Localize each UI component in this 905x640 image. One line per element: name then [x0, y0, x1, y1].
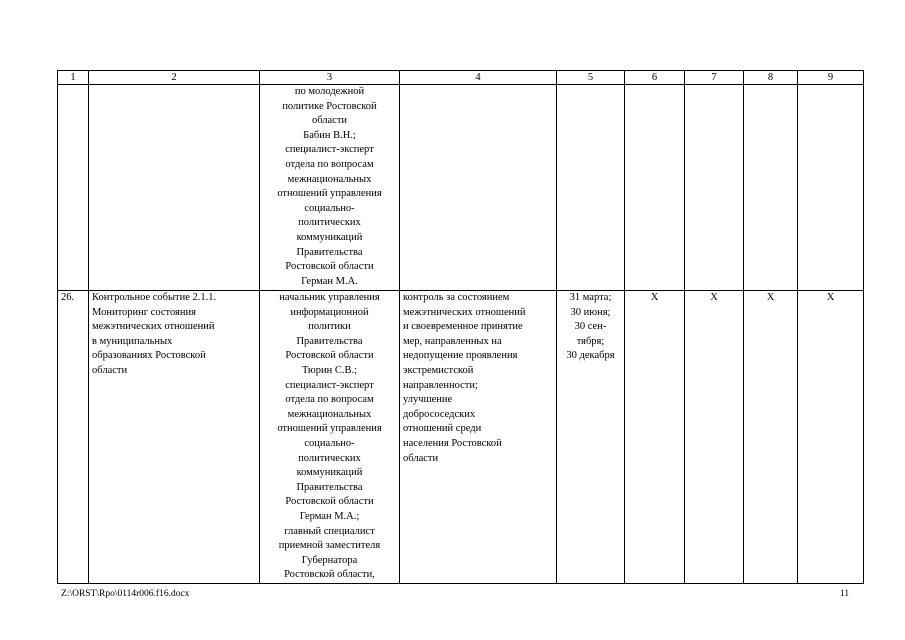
text-line: Правительства — [296, 481, 363, 493]
cell-event — [89, 291, 260, 584]
cell-col9 — [798, 85, 864, 291]
text-line: социально- — [304, 437, 355, 449]
cell-dates — [557, 85, 625, 291]
text-line: коммуникаций — [296, 467, 363, 479]
text-line: политики — [308, 321, 351, 333]
text-line: добрососедских — [403, 408, 476, 420]
text-line: Контрольное событие 2.1.1. — [92, 292, 217, 303]
header-cell-8: 8 — [744, 71, 798, 85]
text-line: социально- — [304, 202, 355, 214]
text-line: населения Ростовской — [403, 437, 502, 449]
text-line: 31 марта; — [569, 292, 612, 303]
text-line: Ростовской области — [285, 496, 374, 508]
text-line: 30 июня; — [570, 306, 611, 318]
header-cell-7: 7 — [685, 71, 744, 85]
text-line: начальник управления — [279, 292, 380, 303]
text-line: и своевременное принятие — [403, 321, 523, 333]
text-line: образованиях Ростовской — [92, 350, 206, 362]
text-line: в муниципальных — [92, 335, 173, 347]
text-line: улучшение — [403, 394, 453, 406]
text-line: отношений управления — [277, 423, 382, 435]
cell-result — [400, 85, 557, 291]
text-line: Ростовской области — [285, 261, 374, 273]
document-table — [57, 70, 864, 584]
text-line: межнациональных — [287, 173, 372, 185]
text-line: мер, направленных на — [403, 335, 502, 347]
header-cell-2: 2 — [89, 71, 260, 85]
text-line: межнациональных — [287, 408, 372, 420]
text-line: по молодежной — [294, 86, 365, 97]
cell-responsible — [260, 85, 400, 291]
footer-file-path: Z:\ORST\Rpo\0114r006.f16.docx — [61, 589, 190, 599]
text-line: 30 декабря — [566, 350, 615, 362]
cell-col9: Х — [798, 291, 864, 584]
cell-event — [89, 85, 260, 291]
cell-number — [58, 85, 89, 291]
text-line: Правительства — [296, 246, 363, 258]
text-line: политике Ростовской — [282, 100, 377, 112]
text-line: недопущение проявления — [403, 350, 518, 362]
table-header-row — [58, 71, 864, 85]
text-line: Тюрин С.В.; — [301, 364, 358, 376]
footer-page-number: 11 — [840, 589, 850, 599]
text-line: специалист-эксперт — [285, 379, 374, 391]
text-line: главный специалист — [284, 525, 375, 537]
cell-result — [400, 291, 557, 584]
text-line: Ростовской области, — [284, 569, 375, 581]
text-line: коммуникаций — [296, 231, 363, 243]
header-cell-3: 3 — [260, 71, 400, 85]
text-line: межэтнических отношений — [403, 306, 526, 318]
table-row-26 — [58, 291, 864, 584]
text-line: специалист-эксперт — [285, 144, 374, 156]
header-cell-6: 6 — [625, 71, 685, 85]
text-line: контроль за состоянием — [403, 292, 510, 303]
cell-col8 — [744, 85, 798, 291]
text-line: Губернатора — [301, 554, 358, 566]
text-line: Герман М.А. — [301, 275, 358, 287]
text-line: отдела по вопросам — [285, 158, 374, 170]
cell-col7 — [685, 85, 744, 291]
header-cell-9: 9 — [798, 71, 864, 85]
text-line: области — [92, 364, 128, 376]
cell-dates — [557, 291, 625, 584]
text-line: экстремистской — [403, 364, 474, 376]
cell-number: 26. — [58, 291, 89, 584]
text-line: отдела по вопросам — [285, 394, 374, 406]
cell-col6: Х — [625, 291, 685, 584]
text-line: тября; — [576, 335, 605, 347]
header-cell-5: 5 — [557, 71, 625, 85]
text-line: Мониторинг состояния — [92, 306, 196, 318]
text-line: направленности; — [403, 379, 478, 391]
text-line: Бабин В.Н.; — [303, 129, 356, 141]
text-line: политических — [298, 452, 361, 464]
table-row-continuation — [58, 85, 864, 291]
text-line: информационной — [290, 306, 369, 318]
cell-col8: Х — [744, 291, 798, 584]
text-line: отношений управления — [277, 188, 382, 200]
text-line: области — [403, 452, 439, 464]
header-cell-1: 1 — [58, 71, 89, 85]
text-line: приемной заместителя — [278, 540, 381, 552]
text-line: межэтнических отношений — [92, 321, 215, 333]
text-line: Герман М.А.; — [299, 510, 360, 522]
text-line: политических — [298, 217, 361, 229]
text-line: Ростовской области — [285, 350, 374, 362]
text-line: 30 сен- — [574, 321, 607, 333]
cell-responsible — [260, 291, 400, 584]
cell-col7: Х — [685, 291, 744, 584]
text-line: Правительства — [296, 335, 363, 347]
cell-col6 — [625, 85, 685, 291]
header-cell-4: 4 — [400, 71, 557, 85]
text-line: области — [311, 115, 348, 127]
text-line: отношений среди — [403, 423, 482, 435]
